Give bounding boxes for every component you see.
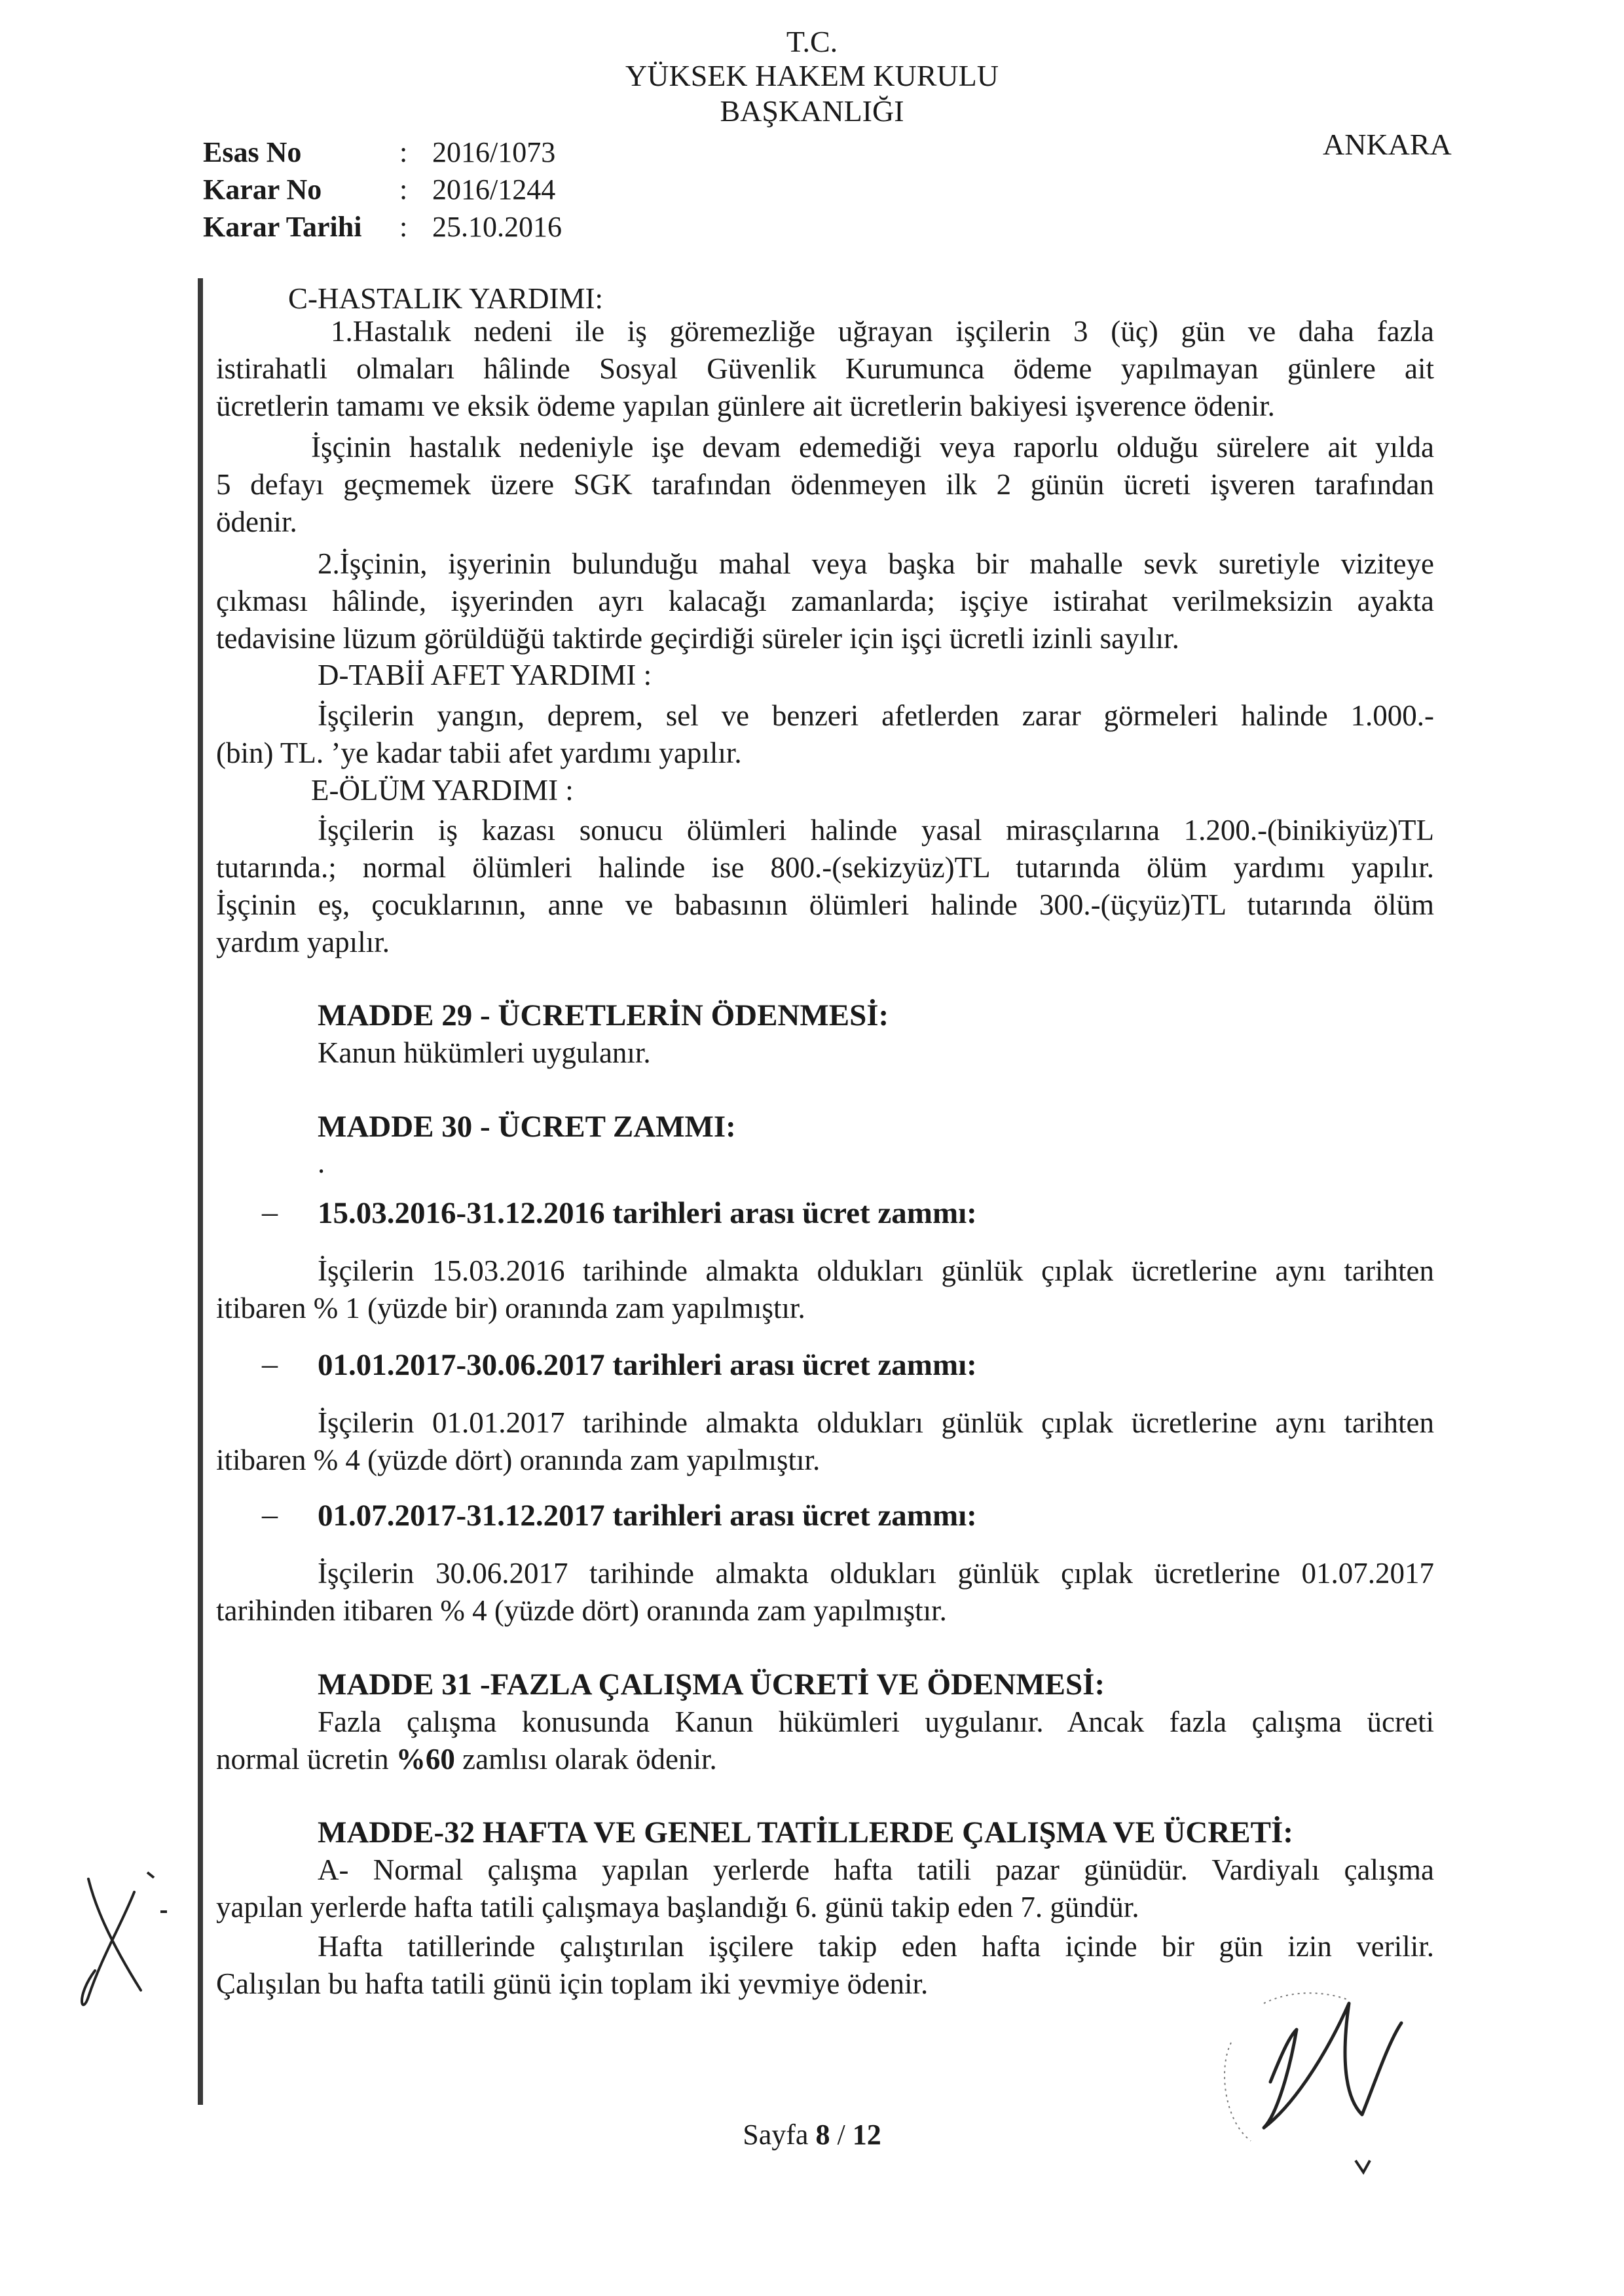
period-2-title: 01.01.2017-30.06.2017 tarihleri arası ücret zammı: bbox=[318, 1348, 977, 1382]
dash-3: – bbox=[262, 1497, 278, 1532]
madde-32-line-2: yapılan yerlerde hafta tatili çalışmaya başlandığı 6. günü takip eden 7. gündür. bbox=[216, 1891, 1139, 1923]
dash-1: – bbox=[262, 1195, 278, 1230]
period-2-line-2: itibaren % 4 (yüzde dört) oranında zam yapılmıştır. bbox=[216, 1444, 821, 1476]
c1-line-3: ücretlerin tamamı ve eksik ödeme yapılan günlere ait ücretlerin bakiyesi işverence ödenir. bbox=[216, 390, 1275, 422]
c1-line-1: 1.Hastalık nedeni ile iş göremezliğe uğrayan işçilerin 3 (üç) gün ve daha fazla bbox=[331, 315, 1434, 348]
madde-30-title: MADDE 30 - ÜCRET ZAMMI: bbox=[318, 1110, 736, 1144]
page-separator: / bbox=[830, 2119, 853, 2151]
c2-line-3: tedavisine lüzum görüldüğü taktirde geçirdiği süreler için işçi ücretli izinli sayılır. bbox=[216, 622, 1179, 655]
madde-31-percent: %60 bbox=[396, 1743, 455, 1776]
madde-31-text-a: normal ücretin bbox=[216, 1743, 396, 1776]
meta-karar-tarihi: Karar Tarihi : 25.10.2016 bbox=[203, 209, 562, 246]
page-label: Sayfa bbox=[743, 2119, 809, 2151]
madde-32-title: MADDE-32 HAFTA VE GENEL TATİLLERDE ÇALIŞMA VE ÜCRETİ: bbox=[318, 1815, 1293, 1850]
e-line-3: İşçinin eş, çocuklarının, anne ve babasının ölümleri halinde 300.-(üçyüz)TL tutarında ölüm bbox=[216, 888, 1434, 921]
madde-32-line-4: Çalışılan bu hafta tatili günü için toplam iki yevmiye ödenir. bbox=[216, 1967, 929, 2000]
c2-line-2: çıkması hâlinde, işyerinden ayrı kalacağı zamanlarda; işçiye istirahat verilmeksizin ayakta bbox=[216, 585, 1434, 617]
margin-initials-signature bbox=[49, 1866, 167, 2036]
madde-31-text-c: zamlısı olarak ödenir. bbox=[454, 1743, 717, 1776]
header-institution: YÜKSEK HAKEM KURULU bbox=[625, 59, 999, 92]
madde-31-line-1: Fazla çalışma konusunda Kanun hükümleri uygulanır. Ancak fazla çalışma ücreti bbox=[318, 1705, 1434, 1738]
e-line-4: yardım yapılır. bbox=[216, 926, 390, 958]
meta-value: 2016/1244 bbox=[432, 173, 556, 206]
d-line-2: (bin) TL. ’ye kadar tabii afet yardımı yapılır. bbox=[216, 737, 742, 769]
meta-esas-no: Esas No : 2016/1073 bbox=[203, 134, 555, 171]
c1b-line-2: 5 defayı geçmemek üzere SGK tarafından ödenmeyen ilk 2 günün ücreti işveren tarafından bbox=[216, 468, 1434, 501]
period-2-line-1: İşçilerin 01.01.2017 tarihinde almakta oldukları günlük çıplak ücretlerine aynı tarihten bbox=[318, 1406, 1434, 1439]
period-3-line-2: tarihinden itibaren % 4 (yüzde dört) oranında zam yapılmıştır. bbox=[216, 1594, 947, 1627]
madde-32-line-3: Hafta tatillerinde çalıştırılan işçilere takip eden hafta içinde bir gün izin verilir. bbox=[318, 1930, 1434, 1963]
e-line-2: tutarında.; normal ölümleri halinde ise 800.-(sekizyüz)TL tutarında ölüm yardımı yapılır. bbox=[216, 851, 1434, 884]
madde-29-title: MADDE 29 - ÜCRETLERİN ÖDENMESİ: bbox=[318, 998, 889, 1032]
section-e-title: E-ÖLÜM YARDIMI : bbox=[311, 774, 574, 807]
header-tc: T.C. bbox=[786, 25, 838, 58]
period-1-line-2: itibaren % 1 (yüzde bir) oranında zam yapılmıştır. bbox=[216, 1292, 805, 1324]
period-1-line-1: İşçilerin 15.03.2016 tarihinde almakta oldukları günlük çıplak ücretlerine aynı tarihten bbox=[318, 1254, 1434, 1287]
period-3-title: 01.07.2017-31.12.2017 tarihleri arası ücret zammı: bbox=[318, 1499, 977, 1533]
c1-line-2: istirahatli olmaları hâlinde Sosyal Güvenlik Kurumunca ödeme yapılmayan günlere ait bbox=[216, 352, 1434, 385]
c2-line-1: 2.İşçinin, işyerinin bulunduğu mahal veya başka bir mahalle sevk suretiyle viziteye bbox=[318, 547, 1434, 580]
madde-32-line-1: A- Normal çalışma yapılan yerlerde hafta tatili pazar günüdür. Vardiyalı çalışma bbox=[318, 1853, 1434, 1886]
meta-value: 2016/1073 bbox=[432, 136, 556, 168]
madde-31-line-2 bbox=[216, 1739, 717, 1780]
meta-label: Karar Tarihi bbox=[203, 211, 362, 243]
page-total: 12 bbox=[852, 2119, 881, 2151]
period-1-title: 15.03.2016-31.12.2016 tarihleri arası ücret zammı: bbox=[318, 1196, 977, 1230]
section-c-title: C-HASTALIK YARDIMI: bbox=[288, 282, 603, 315]
header-city: ANKARA bbox=[1323, 128, 1452, 161]
meta-label: Karar No bbox=[203, 173, 322, 206]
margin-bar bbox=[198, 278, 203, 2105]
section-d-title: D-TABİİ AFET YARDIMI : bbox=[318, 659, 652, 691]
d-line-1: İşçilerin yangın, deprem, sel ve benzeri afetlerden zarar görmeleri halinde 1.000.- bbox=[318, 699, 1434, 732]
meta-label: Esas No bbox=[203, 136, 302, 168]
madde-31-title: MADDE 31 -FAZLA ÇALIŞMA ÜCRETİ VE ÖDENMESİ: bbox=[318, 1667, 1105, 1702]
period-3-line-1: İşçilerin 30.06.2017 tarihinde almakta oldukları günlük çıplak ücretlerine 01.07.2017 bbox=[318, 1557, 1434, 1590]
meta-karar-no: Karar No : 2016/1244 bbox=[203, 172, 555, 208]
dash-2: – bbox=[262, 1347, 278, 1381]
c1b-line-1: İşçinin hastalık nedeniyle işe devam edemediği veya raporlu olduğu sürelere ait yılda bbox=[311, 431, 1434, 464]
madde-29-text: Kanun hükümleri uygulanır. bbox=[318, 1036, 651, 1069]
c1b-line-3: ödenir. bbox=[216, 505, 297, 538]
page-number bbox=[0, 2118, 1624, 2151]
e-line-1: İşçilerin iş kazası sonucu ölümleri halinde yasal mirasçılarına 1.200.-(binikiyüz)TL bbox=[318, 814, 1434, 847]
meta-value: 25.10.2016 bbox=[432, 211, 562, 243]
madde-30-dot: . bbox=[318, 1146, 325, 1179]
page-current: 8 bbox=[815, 2119, 830, 2151]
header-department: BAŞKANLIĞI bbox=[720, 94, 904, 128]
